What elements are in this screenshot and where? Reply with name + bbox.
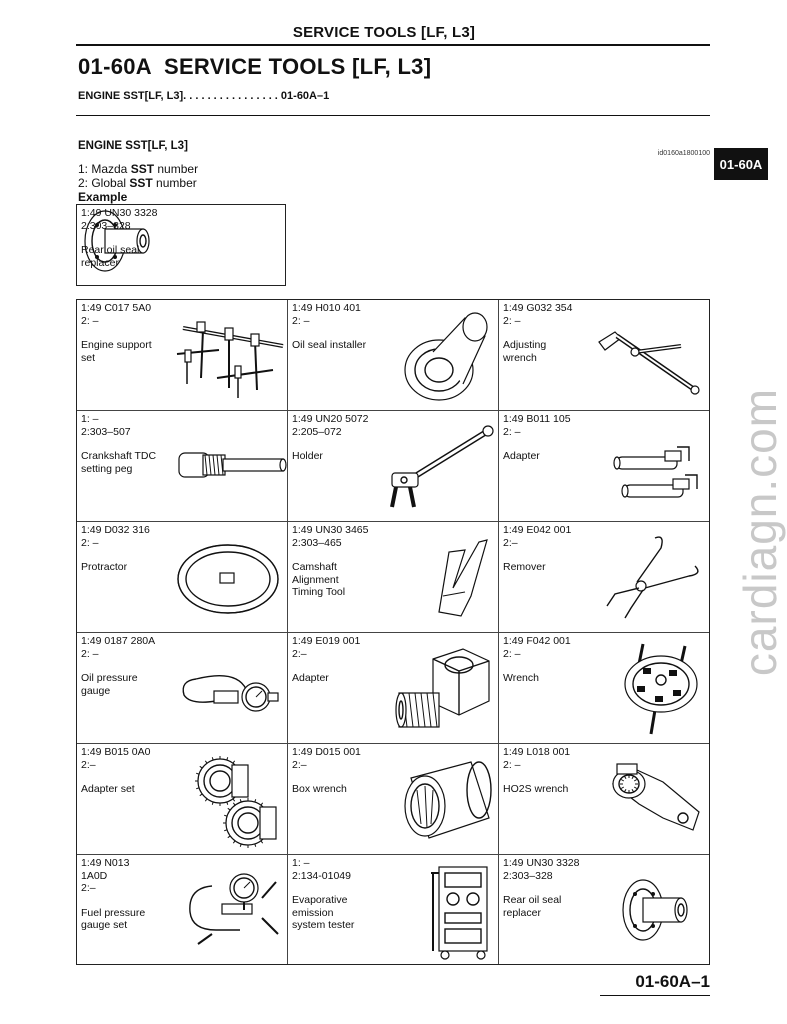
example-text (81, 207, 157, 269)
oil-seal-installer-icon (403, 308, 493, 404)
tool-sst-mazda: 1:49 N013 (81, 857, 130, 869)
tool-cell (77, 744, 288, 855)
tool-text (81, 413, 156, 475)
tool-cell (288, 855, 499, 964)
tool-text (81, 302, 152, 364)
running-header: SERVICE TOOLS [LF, L3] (292, 24, 476, 41)
tool-sst-mazda: 1:49 UN20 5072 (292, 413, 369, 425)
document-id: id0160a1800100 (657, 150, 710, 157)
tool-text (503, 635, 571, 685)
tool-name-line-3: Timing Tool (292, 586, 346, 598)
example-box (76, 204, 286, 286)
tool-cell (77, 855, 288, 964)
tool-text (503, 857, 579, 919)
tool-cell (288, 633, 499, 744)
example-name-2: replacer (81, 256, 119, 269)
toc-entry[interactable]: ENGINE SST[LF, L3]. . . . . . . . . . . . . . . . 01-60A–1 (78, 90, 330, 102)
camshaft-alignment-tool-icon (431, 532, 493, 624)
tool-cell (288, 744, 499, 855)
rear-oil-seal-replacer-icon (615, 874, 703, 946)
tool-sst-mazda: 1:49 UN30 3465 (292, 524, 369, 536)
spanner-wrench-icon (611, 640, 703, 738)
tool-name-line-1: Oil seal installer (292, 339, 367, 351)
tool-cell (499, 411, 709, 522)
example-label: Example (78, 190, 128, 204)
crankshaft-tdc-peg-icon (173, 437, 291, 497)
tool-sst-mazda: 1:49 UN30 3328 (503, 857, 580, 869)
tool-cell (499, 522, 709, 633)
tool-name-line-1: HO2S wrench (503, 783, 569, 795)
tool-cell (77, 633, 288, 744)
tool-sst-mazda: 1:49 C017 5A0 (81, 302, 152, 314)
tool-text (81, 746, 150, 796)
tool-text (292, 524, 368, 599)
tool-cell (288, 300, 499, 411)
example-line-2: 2:303–328 (81, 219, 131, 232)
evaporative-tester-icon (421, 859, 493, 961)
watermark: cardiagn.com (734, 387, 786, 677)
tool-name-line-2: gauge set (81, 919, 128, 931)
tool-sst-mazda: 1:49 E042 001 (503, 524, 572, 536)
adjusting-wrench-icon (595, 312, 703, 400)
tool-name-line-2: wrench (503, 351, 537, 364)
tool-cell (499, 744, 709, 855)
legend-line-1: 1: Mazda SST number (78, 162, 199, 176)
tool-sst-line-2: 2:– (292, 647, 307, 660)
tool-sst-line-2: 2: – (81, 647, 99, 660)
tool-cell (77, 411, 288, 522)
toc-rule (76, 115, 710, 116)
tool-sst-line-3: 2:– (81, 882, 96, 894)
page-number: 01-60A–1 (635, 972, 710, 991)
tool-sst-line-2: 2: – (81, 314, 99, 327)
tool-name-line-1: Engine support (81, 339, 152, 351)
tool-sst-line-2: 2:303–328 (503, 869, 553, 882)
tool-name-line-2: gauge (81, 684, 111, 697)
oil-pressure-gauge-icon (176, 659, 282, 719)
tool-text (292, 413, 368, 463)
tool-sst-line-2: 2:303–465 (292, 536, 342, 549)
tool-text (81, 524, 150, 574)
tool-text (503, 746, 570, 796)
tool-text (81, 857, 145, 932)
tool-name-line-1: Oil pressure (81, 672, 138, 684)
tool-name-line-1: Camshaft (292, 561, 337, 573)
tool-sst-mazda: 1:49 D032 316 (81, 524, 150, 536)
legend (78, 162, 198, 190)
tool-text (292, 635, 360, 685)
tool-name-line-1: Crankshaft TDC (81, 450, 157, 462)
tool-name-line-1: Wrench (503, 672, 539, 684)
example-name-1: Rear oil seal (81, 244, 140, 256)
tool-cell (499, 855, 709, 964)
tool-name-line-1: Remover (503, 561, 546, 573)
tool-name-line-1: Adjusting (503, 339, 547, 351)
tool-name-line-1: Holder (292, 450, 323, 462)
tool-sst-mazda: 1:49 B015 0A0 (81, 746, 151, 758)
tool-sst-mazda: 1:49 H010 401 (292, 302, 361, 314)
tool-name-line-1: Evaporative (292, 894, 348, 906)
tool-cell (77, 522, 288, 633)
adapter-set-icon (192, 751, 282, 849)
remover-pliers-icon (595, 530, 707, 626)
tool-name-line-1: Adapter set (81, 783, 135, 795)
tool-sst-mazda: 1:49 F042 001 (503, 635, 571, 647)
protractor-icon (176, 539, 282, 617)
tool-sst-line-2: 2:– (503, 536, 518, 549)
tool-sst-line-2: 2:205–072 (292, 425, 342, 438)
fuel-pressure-gauge-icon (182, 868, 282, 952)
tool-text (503, 413, 571, 463)
tool-cell (77, 300, 288, 411)
header-rule (76, 44, 710, 46)
holder-icon (384, 421, 494, 513)
tool-text (292, 857, 354, 932)
tool-text (292, 746, 361, 796)
tool-sst-line-2: 2: – (503, 758, 521, 771)
page-number-rule (600, 995, 710, 996)
tool-sst-mazda: 1: – (81, 413, 99, 425)
tool-name-line-1: Rear oil seal (503, 894, 562, 906)
tool-name-line-2: setting peg (81, 462, 133, 475)
section-heading: ENGINE SST[LF, L3] (78, 140, 188, 152)
tool-sst-mazda: 1: – (292, 857, 310, 869)
example-line-1: 1:49 UN30 3328 (81, 207, 158, 219)
tool-sst-mazda: 1:49 E019 001 (292, 635, 361, 647)
page-title (78, 54, 431, 80)
tool-grid (76, 299, 710, 965)
adapter-pins-icon (603, 427, 703, 507)
legend-line-2: 2: Global SST number (78, 176, 197, 190)
tool-cell (499, 633, 709, 744)
tool-sst-line-2: 2:134-01049 (292, 869, 351, 882)
tool-sst-mazda: 1:49 G032 354 (503, 302, 573, 314)
tool-sst-line-2: 2: – (503, 647, 521, 660)
tool-name-line-1: Adapter (292, 672, 329, 684)
tool-text (503, 524, 571, 574)
tool-sst-line-2: 2: – (503, 314, 521, 327)
tool-sst-line-2: 1A0D (81, 869, 108, 882)
tool-name-line-2: Alignment (292, 573, 339, 586)
title-text: SERVICE TOOLS [LF, L3] (163, 54, 432, 79)
tool-name-line-3: system tester (292, 919, 355, 931)
engine-support-set-icon (173, 308, 291, 404)
tool-text (503, 302, 572, 364)
tool-sst-line-2: 2: – (503, 425, 521, 438)
tool-name-line-1: Box wrench (292, 783, 347, 795)
tool-sst-line-2: 2: – (292, 314, 310, 327)
threaded-adapter-icon (393, 645, 493, 733)
tool-sst-mazda: 1:49 B011 105 (503, 413, 571, 425)
tool-sst-line-2: 2: – (81, 536, 99, 549)
tool-name-line-2: emission (292, 906, 334, 919)
tool-text (292, 302, 366, 352)
tool-name-line-1: Protractor (81, 561, 128, 573)
tool-sst-line-2: 2:– (81, 758, 96, 771)
tool-cell (499, 300, 709, 411)
tool-text (81, 635, 155, 697)
tool-name-line-2: replacer (503, 906, 541, 919)
tool-name-line-1: Fuel pressure (81, 906, 146, 919)
tool-sst-mazda: 1:49 D015 001 (292, 746, 361, 758)
title-number: 01-60A (78, 54, 152, 79)
tool-sst-mazda: 1:49 L018 001 (503, 746, 571, 758)
section-tab[interactable]: 01-60A (714, 148, 768, 180)
tool-sst-mazda: 1:49 0187 280A (81, 635, 156, 647)
tool-name-line-2: set (81, 351, 96, 364)
ho2s-wrench-icon (603, 760, 703, 840)
tool-sst-line-2: 2:– (292, 758, 307, 771)
tool-name-line-1: Adapter (503, 450, 540, 462)
tool-sst-line-2: 2:303–507 (81, 425, 131, 438)
tool-cell (288, 522, 499, 633)
box-wrench-icon (393, 756, 493, 844)
tool-cell (288, 411, 499, 522)
